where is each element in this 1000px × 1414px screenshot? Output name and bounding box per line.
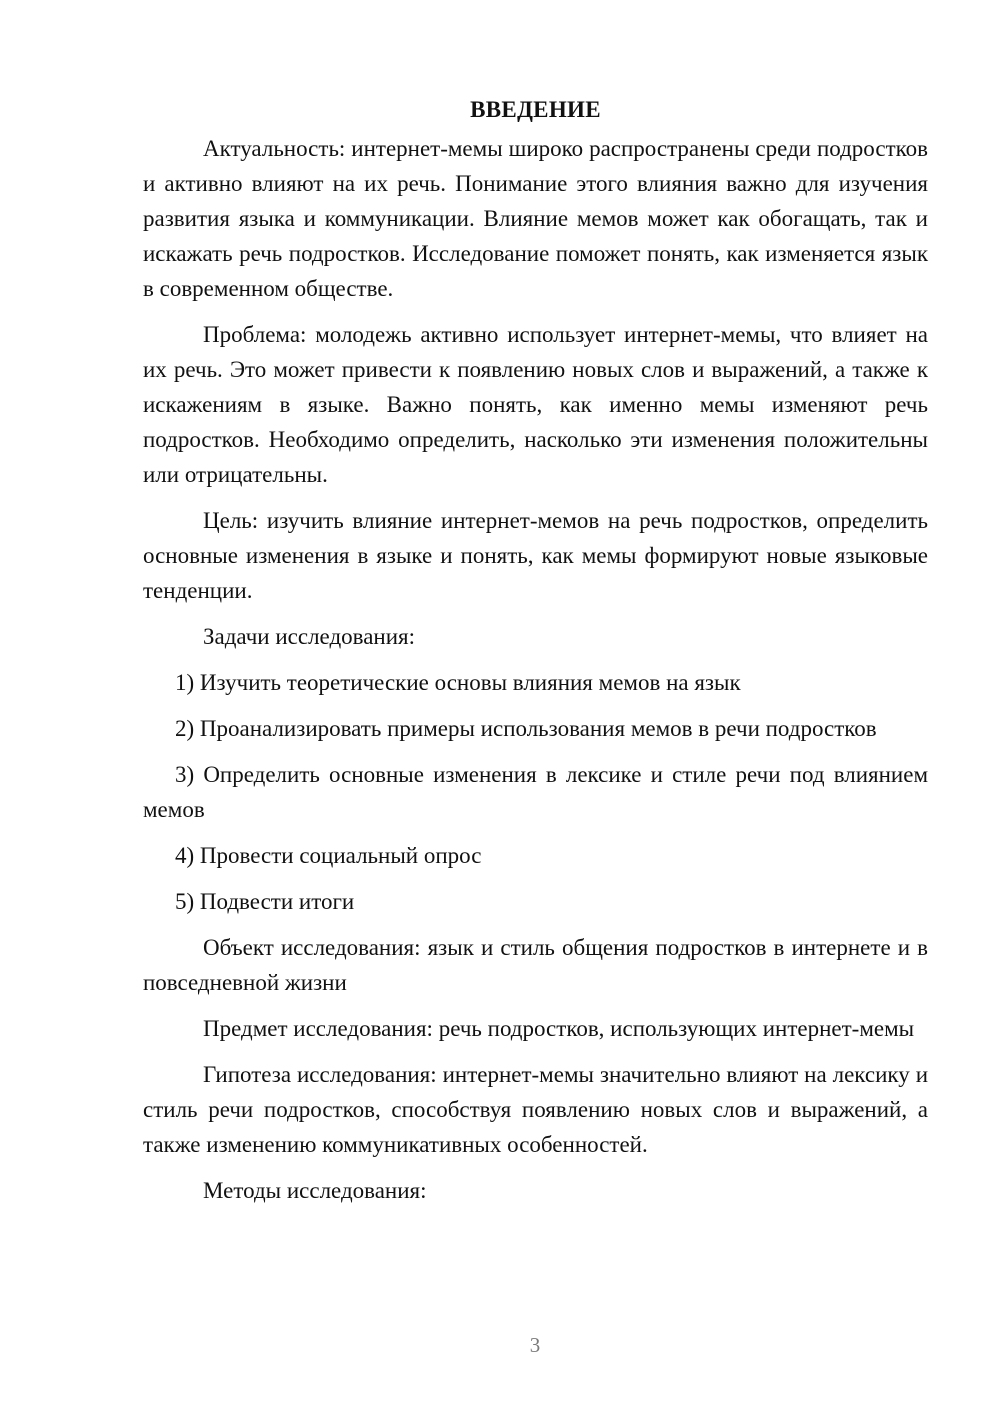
task-item-3: 3) Определить основные изменения в лексике и стиле речи под влиянием мемов (143, 762, 928, 822)
tasks-heading: Задачи исследования: (203, 624, 416, 649)
page-number: 3 (529, 1333, 541, 1357)
hypothesis-paragraph: Гипотеза исследования: интернет-мемы значительно влияют на лексику и стиль речи подростков, способствуя появлению новых слов и выражений, а также изменению коммуникативных особенностей. (143, 1062, 928, 1157)
section-title: ВВЕДЕНИЕ (470, 97, 601, 122)
subject-paragraph: Предмет исследования: речь подростков, использующих интернет-мемы (203, 1016, 915, 1041)
problem-paragraph: Проблема: молодежь активно использует интернет-мемы, что влияет на их речь. Это может привести к появлению новых слов и выражений, а также к искажениям в языке. Важно понять, как именно мемы изменяют речь подростков. Необходимо определить, насколько эти изменения положительны или отрицательны. (143, 322, 928, 487)
goal-paragraph: Цель: изучить влияние интернет-мемов на речь подростков, определить основные изменения в языке и понять, как мемы формируют новые языковые тенденции. (143, 508, 928, 603)
relevance-paragraph: Актуальность: интернет-мемы широко распространены среди подростков и активно влияют на их речь. Понимание этого влияния важно для изучения развития языка и коммуникации. Влияние мемов может как обогащать, так и искажать речь подростков. Исследование поможет понять, как изменяется язык в современном обществе. (143, 136, 928, 301)
methods-heading: Методы исследования: (203, 1178, 427, 1203)
task-item-4: 4) Провести социальный опрос (175, 843, 482, 868)
task-item-5: 5) Подвести итоги (175, 889, 355, 914)
task-item-1: 1) Изучить теоретические основы влияния мемов на язык (175, 670, 741, 695)
page-content (143, 92, 928, 1219)
object-paragraph: Объект исследования: язык и стиль общения подростков в интернете и в повседневной жизни (143, 935, 928, 995)
task-item-2: 2) Проанализировать примеры использования мемов в речи подростков (175, 716, 877, 741)
